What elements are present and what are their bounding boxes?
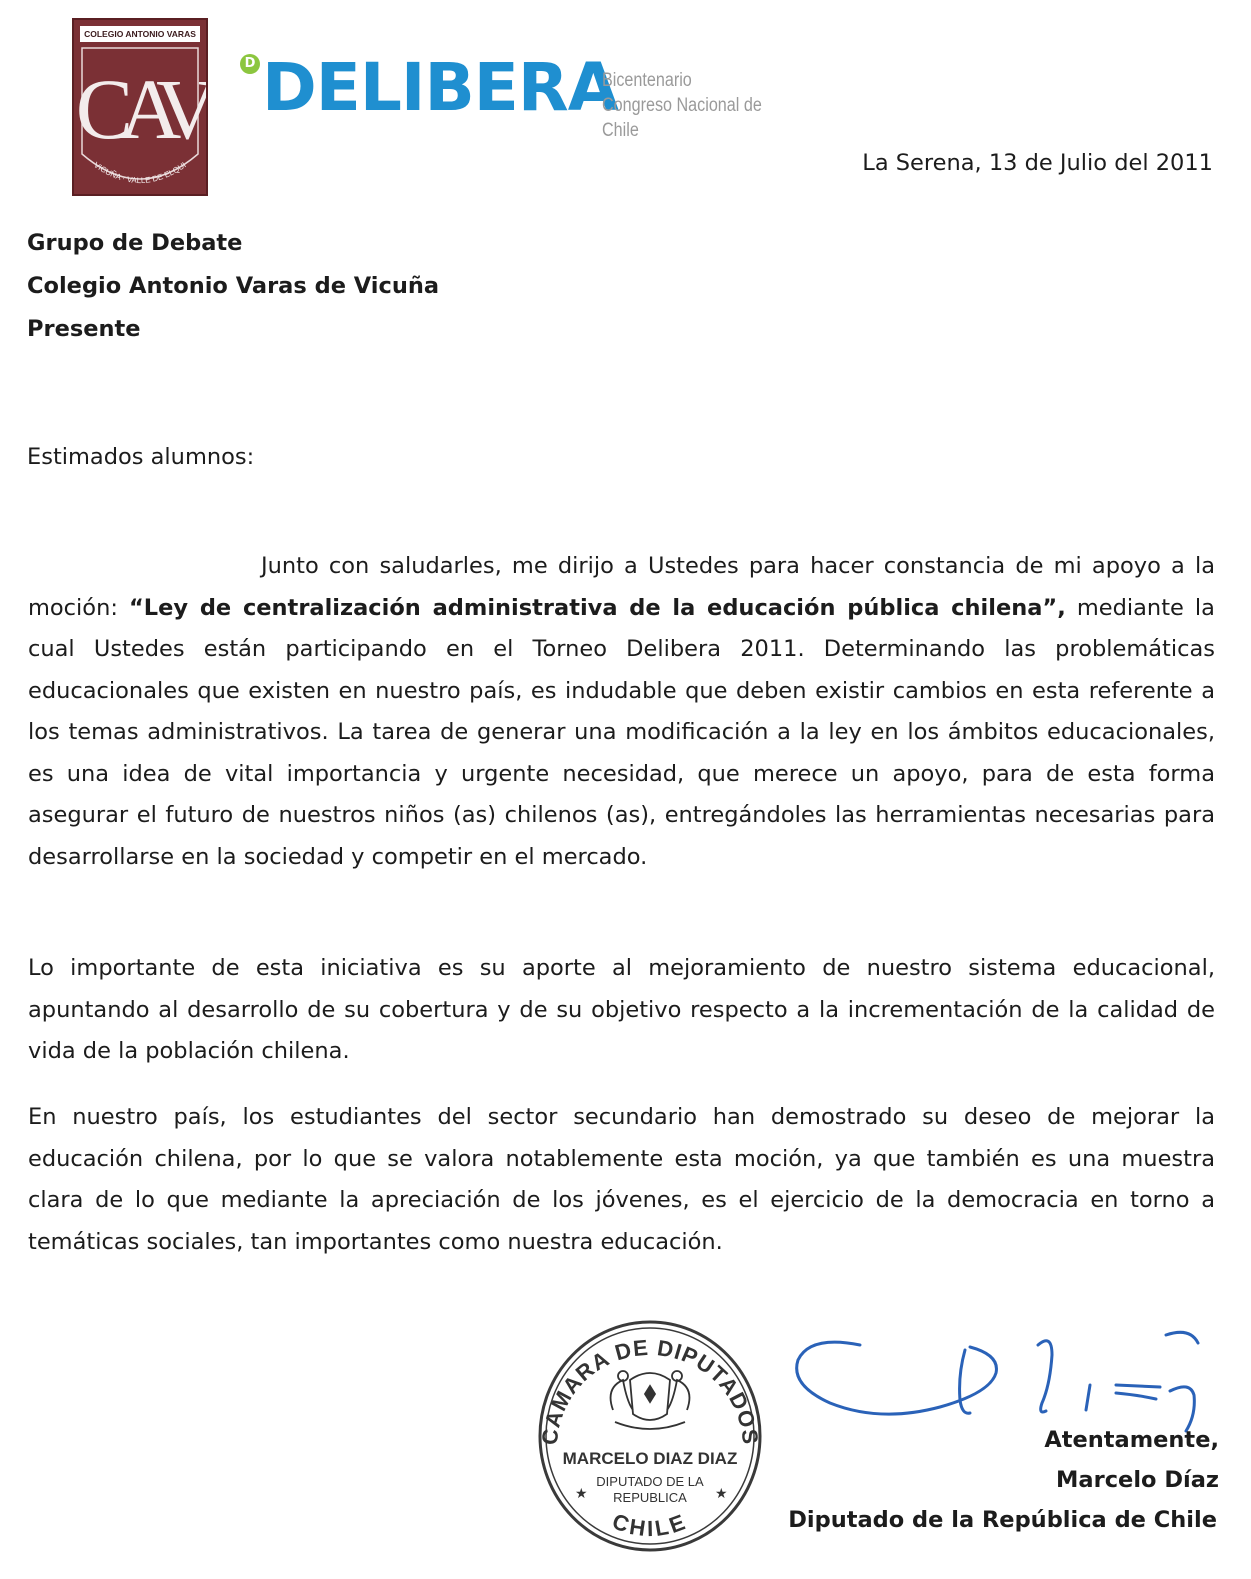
recipient-line: Grupo de Debate <box>27 230 243 256</box>
delibera-dot-icon: D <box>240 54 260 74</box>
stamp-arc-text: CAMARA DE DIPUTADOS <box>536 1334 764 1447</box>
signer-name: Marcelo Díaz <box>1056 1467 1219 1493</box>
stamp-title-line2: REPUBLICA <box>613 1490 687 1505</box>
school-ring-text: VICUÑA · VALLE DE ELQUI <box>92 160 188 186</box>
recipient-line: Colegio Antonio Varas de Vicuña <box>27 273 440 299</box>
paragraph-3: En nuestro país, los estudiantes del sector secundario han demostrado su deseo de mejorar la educación chilena, por lo que se valora notablemente esta moción, ya que también es una muestra clara de lo que mediante la apreciación de los jóvenes, es el ejercicio de la democracia en torno a temáticas sociales, tan importantes como nuestra educación. <box>28 1104 1215 1255</box>
paragraph-2: Lo importante de esta iniciativa es su aporte al mejoramiento de nuestro sistema educacional, apuntando al desarrollo de su cobertura y de su objetivo respecto a la incrementación de la calidad de vida de la población chilena. <box>28 955 1215 1064</box>
official-stamp <box>535 1318 765 1554</box>
delibera-logo <box>236 48 816 141</box>
school-monogram-icon <box>74 44 206 194</box>
star-icon: ★ <box>715 1485 728 1501</box>
letter-date: La Serena, 13 de Julio del 2011 <box>862 150 1213 176</box>
coat-of-arms-icon <box>611 1371 690 1429</box>
paragraph-1-rest: mediante la cual Ustedes están participando en el Torneo Delibera 2011. Determinando las problemáticas educacionales que existen en nuestro país, es indudable que deben existir cambios en esta referente a los temas administrativos. La tarea de generar una modificación a la ley en los ámbitos educacionales, es una idea de vital importancia y urgente necesidad, que merece un apoyo, para de esta forma asegurar el futuro de nuestros niños (as) chilenos (as), entregándoles las herramientas necesarias para desarrollarse en la sociedad y competir en el mercado. <box>28 594 1215 870</box>
handwritten-signature <box>790 1315 1220 1435</box>
school-logo <box>72 18 208 196</box>
star-icon: ★ <box>575 1485 588 1501</box>
delibera-subtitle <box>602 68 784 143</box>
school-monogram: CAV <box>75 61 205 157</box>
signer-title: Diputado de la República de Chile <box>788 1507 1217 1533</box>
delibera-subtitle-line2: Congreso Nacional de Chile <box>602 95 762 141</box>
recipient-line: Presente <box>27 316 141 342</box>
greeting: Estimados alumnos: <box>27 444 255 470</box>
delibera-wordmark: DELIBERA <box>262 49 618 126</box>
motion-title: “Ley de centralización administrativa de la educación pública chilena”, <box>129 594 1066 621</box>
paragraph-1-intro: Junto con saludarles, me dirijo a Ustedes para hacer constancia de mi apoyo a la moción: <box>28 553 1215 621</box>
stamp-name: MARCELO DIAZ DIAZ <box>562 1449 738 1468</box>
closing-salutation: Atentamente, <box>1044 1427 1219 1453</box>
school-logo-banner: COLEGIO ANTONIO VARAS <box>80 26 200 42</box>
stamp-bottom-text: CHILE <box>609 1508 691 1542</box>
delibera-subtitle-line1: Bicentenario <box>602 70 692 91</box>
paragraph-1 <box>28 546 1215 878</box>
recipient-block <box>27 222 439 351</box>
stamp-title-line1: DIPUTADO DE LA <box>596 1474 704 1489</box>
